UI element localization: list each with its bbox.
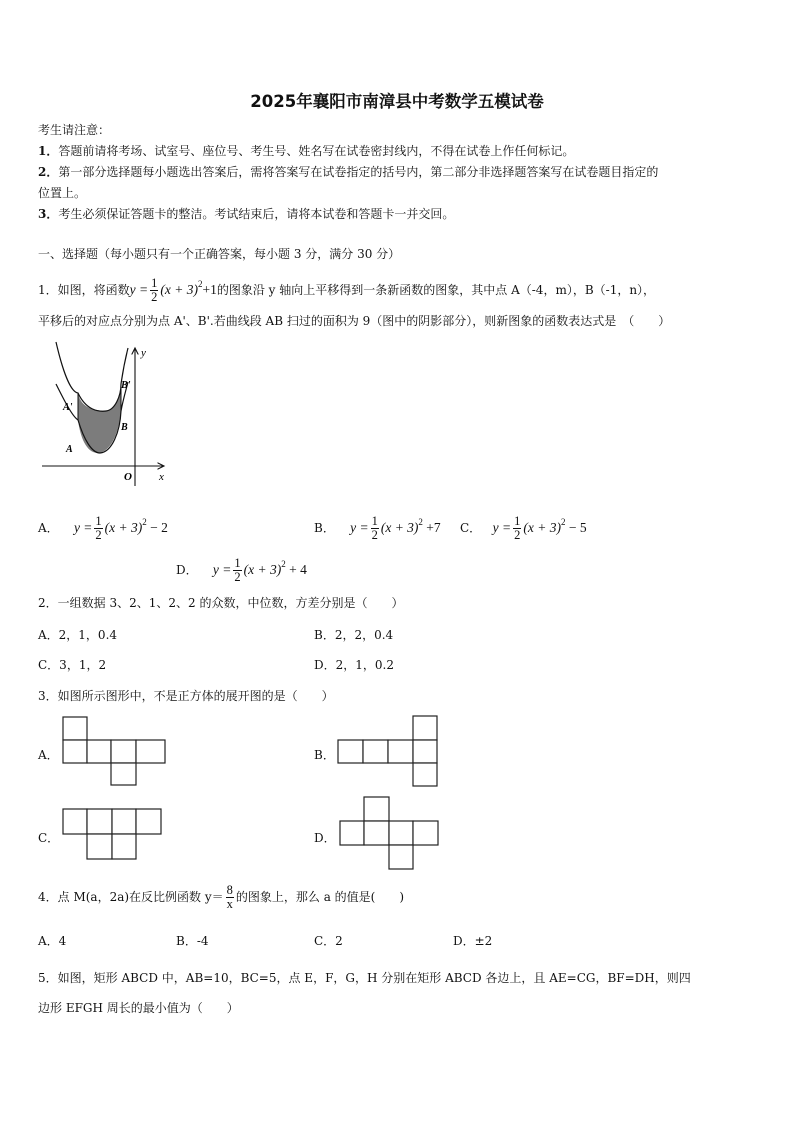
q1-option-d: D． y = $\frac{1}{2}$ $(x + 3)^2 + 4$ — [176, 556, 307, 585]
origin-label: O — [124, 471, 132, 483]
question-1-stem: 1．如图，将函数y = $\frac{1}{2}$ $(x + 3)^2+1$的图象沿 y 轴向上平移得到一条新函数的图象，其中点 A（-4，m），B（-1，n）， — [38, 276, 656, 305]
notice-item-2: 2．第一部分选择题每小题选出答案后，需将答案写在试卷指定的括号内，第二部分非选择题答案写在试卷题目指定的 — [38, 165, 659, 179]
x-axis-label: x — [159, 471, 164, 483]
net-c — [62, 808, 164, 861]
question-2-stem: 2．一组数据 3、2、1、2、2 的众数，中位数，方差分别是（ ） — [38, 596, 404, 610]
q4-option-d: D．±2 — [453, 934, 493, 948]
notice-item-3: 3．考生必须保证答题卡的整洁。考试结束后，请将本试卷和答题卡一并交回。 — [38, 207, 455, 221]
q3-option-d-label: D． — [314, 831, 336, 845]
q2-option-c: C．3，1，2 — [38, 658, 107, 672]
question-1-stem-cont: 平移后的对应点分别为点 A'、B'.若曲线段 AB 扫过的面积为 9（图中的阴影部分），则新图象的函数表达式是 （ ） — [38, 314, 671, 328]
page-title: 2025年襄阳市南漳县中考数学五模试卷 — [250, 92, 544, 111]
notice-item-1: 1．答题前请将考场、试室号、座位号、考生号、姓名写在试卷密封线内，不得在试卷上作任何标记。 — [38, 144, 575, 158]
question-3-stem: 3．如图所示图形中，不是正方体的展开图的是（ ） — [38, 689, 334, 703]
q4-option-b: B．-4 — [176, 934, 209, 948]
q1-option-b: B． y = $\frac{1}{2}$ $(x + 3)^2 +7$ — [314, 514, 441, 543]
net-d — [339, 796, 441, 872]
q3-option-b-label: B． — [314, 748, 335, 762]
parabola-figure — [38, 340, 178, 490]
q1-option-a: A． y = $\frac{1}{2}$ $(x + 3)^2 - 2$ — [38, 514, 168, 543]
q4-option-c: C．2 — [314, 934, 343, 948]
q1-option-c: C． y = $\frac{1}{2}$ $(x + 3)^2 - 5$ — [460, 514, 587, 543]
y-axis-label: y — [141, 347, 146, 359]
new-parabola — [56, 342, 128, 411]
point-a-prime-label: A' — [63, 402, 73, 413]
shaded-region — [78, 384, 121, 453]
q3-option-a-label: A． — [38, 748, 59, 762]
notice-item-2-cont: 位置上。 — [38, 186, 87, 200]
q2-option-d: D．2，1，0.2 — [314, 658, 394, 672]
q2-option-b: B．2，2，0.4 — [314, 628, 394, 642]
net-a — [62, 716, 168, 786]
question-4-stem: 4．点 M(a，2a)在反比例函数 y＝ $\frac{8}{x}$ 的图象上，那么 a 的值是( ) — [38, 883, 405, 911]
question-5-stem: 5．如图，矩形 ABCD 中，AB=10，BC=5，点 E，F，G，H 分别在矩形 ABCD 各边上，且 AE=CG，BF=DH，则四 — [38, 971, 691, 985]
point-b-label: B — [121, 422, 128, 433]
q4-option-a: A．4 — [38, 934, 67, 948]
q3-option-c-label: C． — [38, 831, 60, 845]
question-5-stem-cont: 边形 EFGH 周长的最小值为（ ） — [38, 1001, 239, 1015]
point-b-prime-label: B' — [121, 380, 131, 391]
q2-option-a: A．2，1，0.4 — [38, 628, 118, 642]
section-heading: 一、选择题（每小题只有一个正确答案，每小题 3 分，满分 30 分） — [38, 247, 401, 261]
point-a-label: A — [66, 444, 73, 455]
net-b — [337, 715, 440, 788]
notice-heading: 考生请注意： — [38, 123, 111, 137]
